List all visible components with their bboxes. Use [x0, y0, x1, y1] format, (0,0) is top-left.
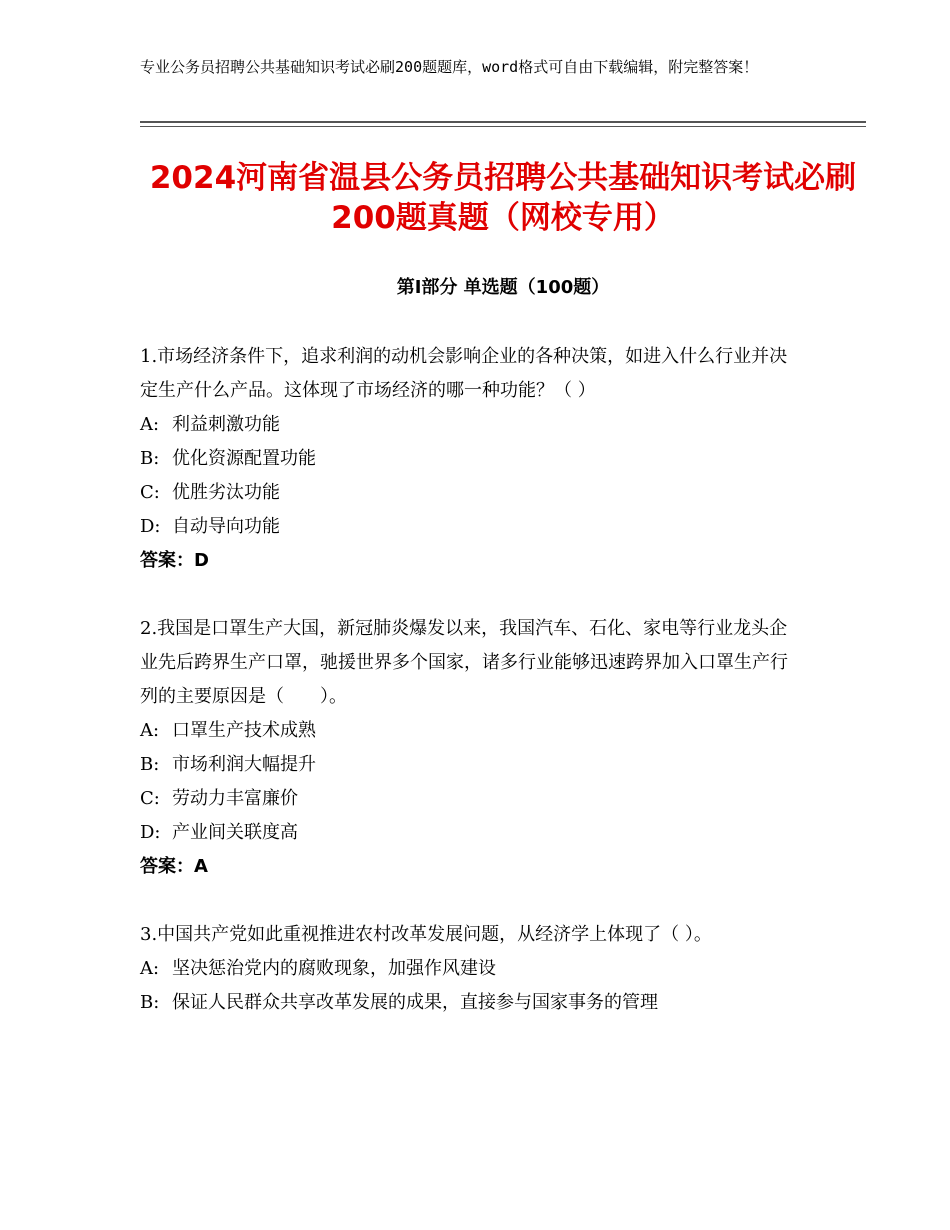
option-b: [140, 442, 800, 476]
option-key: D:: [140, 822, 161, 843]
option-text: 市场利润大幅提升: [172, 754, 316, 775]
answer-line: 答案：A: [140, 856, 208, 877]
option-a: [140, 952, 800, 986]
option-text: 优胜劣汰功能: [172, 482, 280, 503]
option-text: 劳动力丰富廉价: [172, 788, 298, 809]
option-key: A:: [140, 958, 160, 979]
option-c: [140, 476, 800, 510]
option-key: B:: [140, 992, 160, 1013]
question-stem: 3.中国共产党如此重视推进农村改革发展问题，从经济学上体现了（ ）。: [140, 924, 712, 945]
option-key: B:: [140, 448, 160, 469]
option-key: D:: [140, 516, 161, 537]
option-text: 产业间关联度高: [172, 822, 298, 843]
question-2: [140, 612, 800, 884]
option-text: 口罩生产技术成熟: [172, 720, 316, 741]
option-text: 优化资源配置功能: [172, 448, 316, 469]
option-text: 利益刺激功能: [172, 414, 280, 435]
option-c: [140, 782, 800, 816]
answer-line: 答案：D: [140, 550, 209, 571]
option-key: C:: [140, 788, 160, 809]
option-key: B:: [140, 754, 160, 775]
option-b: [140, 986, 800, 1020]
option-text: 保证人民群众共享改革发展的成果，直接参与国家事务的管理: [172, 992, 658, 1013]
header-rule-thick: [140, 121, 866, 123]
option-d: [140, 510, 800, 544]
option-d: [140, 816, 800, 850]
option-text: 自动导向功能: [172, 516, 280, 537]
section-title: 第Ⅰ部分 单选题（100题）: [396, 277, 610, 298]
option-b: [140, 748, 800, 782]
document-title: 2024河南省温县公务员招聘公共基础知识考试必刷200题真题（网校专用）: [149, 160, 857, 236]
question-stem: 2.我国是口罩生产大国，新冠肺炎爆发以来，我国汽车、石化、家电等行业龙头企业先后跨界生产口罩，驰援世界多个国家，诸多行业能够迅速跨界加入口罩生产行列的主要原因是（ ）。: [140, 618, 788, 707]
option-key: C:: [140, 482, 160, 503]
question-1: [140, 340, 800, 578]
question-list: [140, 340, 800, 1054]
question-stem: 1.市场经济条件下，追求利润的动机会影响企业的各种决策，如进入什么行业并决定生产什么产品。这体现了市场经济的哪一种功能？（ ）: [140, 346, 788, 401]
option-key: A:: [140, 720, 160, 741]
option-key: A:: [140, 414, 160, 435]
option-a: [140, 408, 800, 442]
header-rule-thin: [140, 126, 866, 127]
option-a: [140, 714, 800, 748]
header-note: 专业公务员招聘公共基础知识考试必刷200题题库，word格式可自由下载编辑，附完整答案！: [140, 58, 759, 76]
question-3: [140, 918, 800, 1020]
option-text: 坚决惩治党内的腐败现象，加强作风建设: [172, 958, 496, 979]
